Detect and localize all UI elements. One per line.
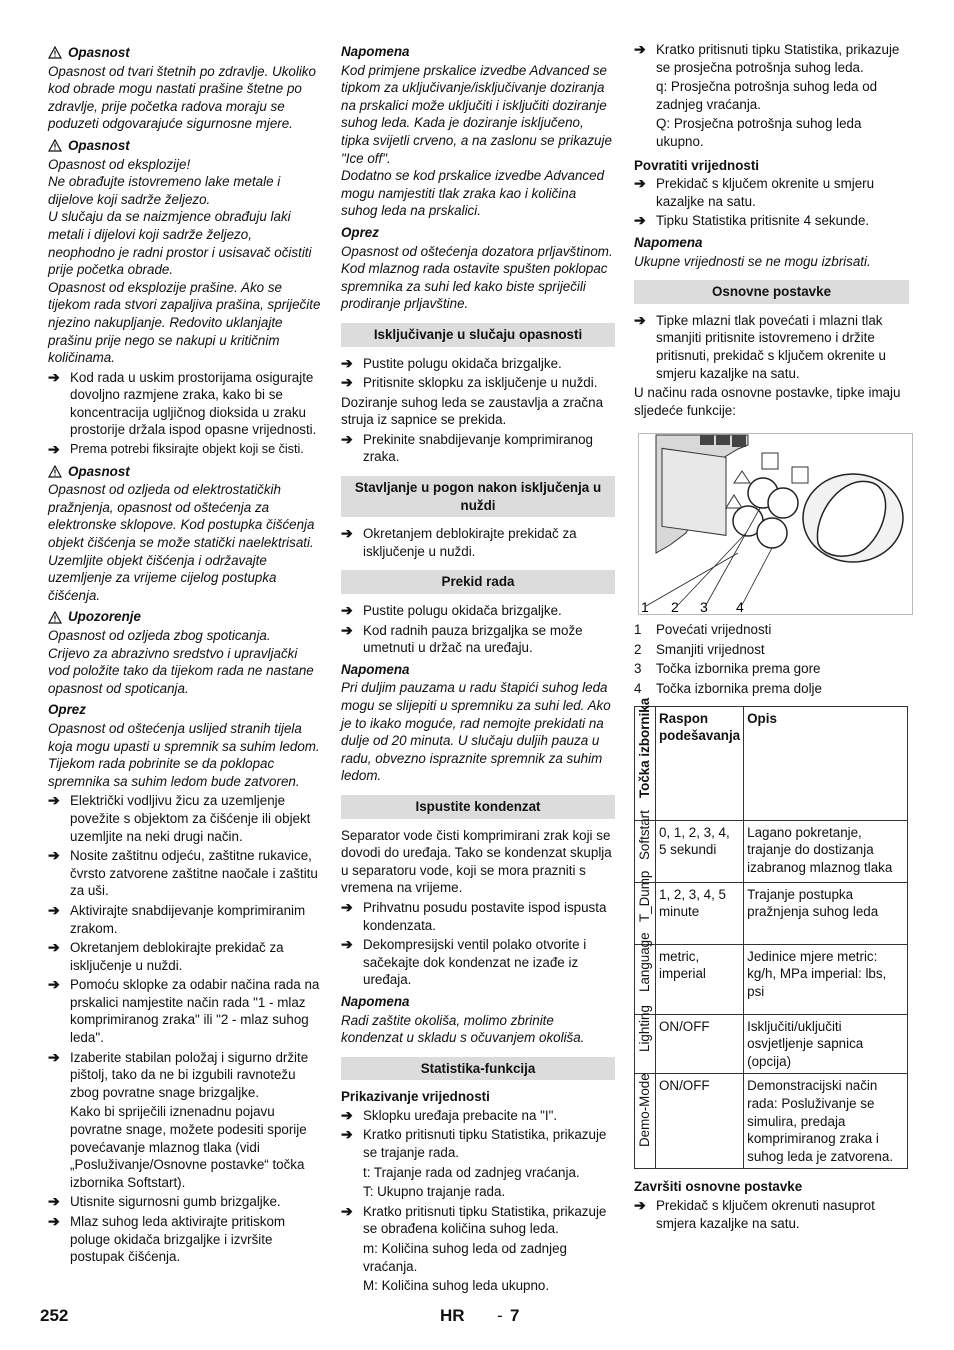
warning-triangle-icon [48, 139, 62, 152]
figure-label: 2 [671, 599, 679, 616]
menu-item-text: T_Dump [637, 870, 653, 923]
note-text: Ukupne vrijednosti se ne mogu izbrisati. [634, 253, 871, 269]
legend-number: 2 [634, 641, 642, 657]
warning-triangle-icon [48, 611, 62, 624]
step-text: Prekinite snabdijevanje komprimiranog zraka. [363, 431, 593, 465]
instruction-step [341, 1107, 615, 1125]
subheading: Prikazivanje vrijednosti [341, 1089, 490, 1105]
note-text: Dodatno se kod prskalice izvedbe Advanced mogu namjestiti tlak zraka kao i količina suhog leda na prskalici. [341, 168, 605, 219]
step-text: Kratko pritisnuti tipku Statistika, prikazuje se trajanje rada. [363, 1127, 607, 1161]
step-note: q: Prosječna potrošnja suhog leda od zadnjeg vraćanja. [656, 79, 878, 112]
range-cell: metric, imperial [656, 944, 744, 1014]
button-increase [768, 488, 798, 518]
arrow-right-icon: ➔ [341, 936, 353, 953]
header-text: Točka izbornika [637, 697, 653, 799]
table-row [635, 944, 908, 1014]
arrow-right-icon: ➔ [634, 41, 646, 57]
page-number: 252 [40, 1306, 69, 1325]
instruction-step [634, 175, 909, 210]
menu-item-cell [635, 1004, 656, 1074]
section-heading: Stavljanje u pogon nakon isključenja u nuždi [341, 476, 615, 517]
description-cell: Isključiti/uključiti osvjetljenje sapnica (opcija) [744, 1014, 908, 1074]
arrow-right-icon: ➔ [48, 441, 60, 458]
instruction-step [48, 1193, 322, 1211]
danger-title: Opasnost [68, 137, 130, 153]
warning-text: Crijevo za abrazivno sredstvo i upravljački vod položite tako da tijekom rada ne nastane opasnost od spoticanja. [48, 645, 314, 696]
instruction-step [341, 431, 615, 466]
danger-title: Opasnost [68, 45, 130, 60]
arrow-right-icon: ➔ [341, 621, 353, 638]
menu-item-text: Lighting [637, 1004, 653, 1052]
note-title: Napomena [341, 44, 410, 59]
instruction-step [48, 441, 322, 459]
note-text: Radi zaštite okoliša, molimo zbrinite kondenzat u skladu s očuvanjem okoliša. [341, 1012, 585, 1046]
section-heading: Ispustite kondenzat [341, 795, 615, 819]
figure-label: 3 [700, 599, 708, 616]
note-text: Pri duljim pauzama u radu štapići suhog leda mogu se slijepiti u spremniku za suhi led. Ako je to ikako moguće, rad nemojte prekidati na dulje od 20 minuta. U slučaju duljih pauza u radu, obvezno ispraznite spremnik za suhim ledom. [341, 680, 611, 784]
control-panel-illustration [638, 433, 913, 615]
arrow-right-icon: ➔ [341, 1202, 353, 1219]
step-note: Kako bi spriječili iznenadnu pojavu povratne snage, možete podesiti sporije povećavanje mlaznog tlaka (vidi „Posluživanje/Osnovne postavke“ točka izbornika Softstart). [70, 1104, 307, 1190]
column-right [634, 40, 909, 1234]
arrow-right-icon: ➔ [341, 525, 353, 542]
range-cell: ON/OFF [656, 1014, 744, 1074]
legend-number: 4 [634, 681, 642, 697]
figure-label: 1 [641, 599, 649, 616]
caution-title: Oprez [341, 224, 379, 240]
step-text: Sklopku uređaja prebacite na "I". [363, 1107, 558, 1123]
column-left [48, 40, 322, 1268]
arrow-right-icon: ➔ [48, 901, 60, 918]
step-text: Pomoću sklopke za odabir načina rada na prskalici namjestite način rada "1 - mlaz komprimiranog zraka" ili "2 - mlaz suhog leda". [70, 977, 320, 1046]
range-cell: ON/OFF [656, 1074, 744, 1169]
arrow-right-icon: ➔ [341, 602, 353, 619]
warning-heading [48, 608, 322, 626]
step-text: Aktivirajte snabdijevanje komprimiranim zrakom. [70, 902, 306, 936]
danger-text: Opasnost od ozljeda od elektrostatičkih pražnjenja, opasnost od oštećenja za elektronske sklopove. Kod postupka čišćenja objekt čišćenja se može statički naelektrisati. Uzemljite objekt čišćenja i održavajte uzemljenje za vrijeme cijelog postupka čišćenja. [48, 482, 315, 603]
column-middle [341, 40, 615, 1297]
step-text: Mlaz suhog leda aktivirajte pritiskom poluge okidača brizgaljke i izvršite postupak čišćenja. [70, 1214, 286, 1265]
instruction-step [341, 355, 615, 373]
instruction-step [634, 1197, 909, 1232]
range-cell: 1, 2, 3, 4, 5 minute [656, 882, 744, 944]
instruction-step [48, 369, 322, 439]
table-row [635, 820, 908, 882]
danger-heading [48, 44, 322, 62]
description-cell: Jedinice mjere metric: kg/h, MPa imperial: lbs, psi [744, 944, 908, 1014]
section-page-index: 7 [510, 1306, 520, 1325]
control-panel-figure [638, 433, 913, 615]
step-note: m: Količina suhog leda od zadnjeg vraćanja. [363, 1241, 567, 1274]
arrow-right-icon: ➔ [634, 175, 646, 192]
table-row [635, 1014, 908, 1074]
warning-triangle-icon [48, 465, 62, 478]
instruction-step [341, 602, 615, 620]
danger-text: Ne obrađujte istovremeno lake metale i dijelove koji sadrže željezo. [48, 174, 281, 207]
step-text: Kratko pritisnuti tipku Statistika, prikazuje se obrađena količina suhog leda. [363, 1203, 607, 1237]
note-title: Napomena [634, 234, 703, 250]
description-cell: Lagano pokretanje, trajanje do dostizanja izabranog mlaznog tlaka [744, 820, 908, 882]
arrow-right-icon: ➔ [341, 354, 353, 371]
legend-item [634, 660, 909, 678]
arrow-right-icon: ➔ [634, 1197, 646, 1213]
menu-item-cell [635, 932, 656, 1014]
instruction-step [341, 1203, 615, 1238]
danger-text: U slučaju da se naizmjence obrađuju laki metali i dijelovi koji sadrže željezo, neophodno je radni prostor i usisavač očistiti prije početka obrade. [48, 209, 312, 278]
instruction-step [634, 41, 909, 76]
header-range: Raspon podešavanja [656, 706, 744, 820]
instruction-step [341, 899, 615, 934]
section-heading: Statistika-funkcija [341, 1057, 615, 1081]
danger-title: Opasnost [68, 463, 130, 479]
page-footer [40, 1307, 920, 1329]
legend-item [634, 680, 909, 698]
step-text: Kod rada u uskim prostorijama osigurajte dovoljno razmjene zraka, kako bi se koncentracija ugljičnog dioksida u zraku prostorije držala ispod opasne vrijednosti. [70, 369, 317, 438]
instruction-step [634, 312, 909, 382]
subheading: Završiti osnovne postavke [634, 1179, 803, 1195]
legend-text: Povećati vrijednosti [656, 622, 772, 638]
button-menu-down [757, 518, 787, 548]
body-text: U načinu rada osnovne postavke, tipke imaju sljedeće funkcije: [634, 385, 901, 418]
instruction-step [634, 212, 909, 230]
menu-item-text: Language [637, 932, 653, 993]
body-text: Separator vode čisti komprimirani zrak koji se dovodi do uređaja. Tako se kondenzat skuplja u separatoru vode, koji se mora prazniti s vremena na vrijeme. [341, 827, 612, 896]
arrow-right-icon: ➔ [341, 1106, 353, 1123]
danger-heading [48, 137, 322, 155]
language-code: HR [440, 1306, 465, 1325]
step-text: Nosite zaštitnu odjeću, zaštitne rukavice, čvrsto zatvorene zaštitne naočale i zaštitu za uši. [70, 848, 318, 899]
instruction-step [48, 976, 322, 1046]
step-text: Kod radnih pauza brizgaljka se može umetnuti u držač na uređaju. [363, 622, 583, 656]
footer-separator: - [497, 1306, 503, 1325]
step-text: Prihvatnu posudu postavite ispod ispusta kondenzata. [363, 899, 607, 933]
step-text: Pustite polugu okidača brizgaljke. [363, 355, 562, 371]
instruction-step [48, 792, 322, 845]
subheading: Povratiti vrijednosti [634, 157, 760, 173]
header-menu-item [635, 697, 656, 820]
instruction-step [341, 622, 615, 657]
step-note: T: Ukupno trajanje rada. [363, 1184, 506, 1200]
step-text: Prekidač s ključem okrenuti nasuprot smjera kazaljke na satu. [656, 1198, 875, 1231]
table-row [635, 882, 908, 944]
danger-text: Opasnost od eksplozije prašine. Ako se tijekom rada stvori zapaljiva prašina, spriječite njezino nakupljanje. Redovito uklanjajte prašinu prije nego se nakupi u kritičnim količinama. [48, 279, 321, 366]
instruction-step [48, 902, 322, 937]
section-heading: Prekid rada [341, 570, 615, 594]
danger-heading [48, 463, 322, 481]
legend-item [634, 641, 909, 659]
settings-table [634, 697, 908, 1170]
step-text: Električki vodljivu žicu za uzemljenje povežite s objektom za čišćenje ili objekt uzemljite na neki drugi način. [70, 793, 311, 844]
warning-triangle-icon [48, 46, 62, 59]
note-text: Kod primjene prskalice izvedbe Advanced se tipkom za uključivanje/isključivanje doziranja na prskalici može uključiti i isključiti doziranje suhog leda. Kada je doziranje isključeno, tipka svijetli crveno, a na zaslonu se prikazuje "Ice off". [341, 62, 612, 166]
table-row [635, 1074, 908, 1169]
instruction-step [48, 847, 322, 900]
arrow-right-icon: ➔ [341, 898, 353, 915]
arrow-right-icon: ➔ [48, 976, 60, 993]
body-text: Doziranje suhog leda se zaustavlja a zračna struja iz sapnice se prekida. [341, 394, 604, 428]
step-text: Pritisnite sklopku za isključenje u nuždi. [363, 375, 598, 391]
description-cell: Trajanje postupka pražnjenja suhog leda [744, 882, 908, 944]
instruction-step [48, 939, 322, 974]
arrow-right-icon: ➔ [48, 1213, 60, 1229]
step-text: Okretanjem deblokirajte prekidač za isključenje u nuždi. [70, 940, 284, 973]
step-note: Q: Prosječna potrošnja suhog leda ukupno. [656, 116, 862, 149]
arrow-right-icon: ➔ [341, 1126, 353, 1143]
instruction-step [341, 1126, 615, 1161]
instruction-step [48, 1049, 322, 1102]
warning-title: Upozorenje [68, 609, 141, 625]
danger-text: Opasnost od eksplozije! [48, 156, 191, 172]
legend-number: 3 [634, 661, 642, 677]
danger-text: Opasnost od tvari štetnih po zdravlje. Ukoliko kod obrade mogu nastati prašine štetne po zdravlje, prije početka radova moraju se poduzeti odgovarajuće sigurnosne mjere. [48, 63, 316, 132]
menu-item-text: Softstart [637, 810, 653, 861]
header-description: Opis [744, 706, 908, 820]
step-note: t: Trajanje rada od zadnjeg vraćanja. [363, 1164, 580, 1180]
table-header [635, 706, 908, 820]
section-heading: Isključivanje u slučaju opasnosti [341, 323, 615, 347]
arrow-right-icon: ➔ [341, 430, 353, 447]
legend-item [634, 621, 909, 639]
caution-text: Opasnost od oštećenja dozatora prljavštinom. Kod mlaznog rada ostavite spušten poklopac spremnika za suhi led kako biste spriječili prodiranje prljavštine. [341, 243, 613, 312]
legend-number: 1 [634, 622, 642, 638]
arrow-right-icon: ➔ [48, 847, 60, 864]
section-heading: Osnovne postavke [634, 280, 909, 304]
figure-label: 4 [736, 599, 744, 616]
step-text: Tipku Statistika pritisnite 4 sekunde. [656, 213, 870, 229]
arrow-right-icon: ➔ [48, 792, 60, 809]
note-title: Napomena [341, 661, 410, 677]
step-text: Prema potrebi fiksirajte objekt koji se čisti. [70, 442, 304, 457]
warning-text: Opasnost od ozljeda zbog spoticanja. [48, 628, 271, 643]
arrow-right-icon: ➔ [48, 939, 60, 956]
instruction-step [341, 374, 615, 392]
arrow-right-icon: ➔ [48, 1193, 60, 1210]
arrow-right-icon: ➔ [48, 1048, 60, 1065]
caution-title: Oprez [48, 702, 86, 718]
arrow-right-icon: ➔ [634, 311, 646, 328]
legend-text: Točka izbornika prema dolje [656, 681, 822, 697]
legend-text: Točka izbornika prema gore [656, 661, 821, 677]
arrow-right-icon: ➔ [634, 212, 646, 229]
description-cell: Demonstracijski način rada: Posluživanje se simulira, predaja komprimiranog zraka i suhog leda je zatvorena. [744, 1074, 908, 1169]
instruction-step [341, 936, 615, 989]
arrow-right-icon: ➔ [341, 374, 353, 391]
instruction-step [341, 525, 615, 560]
arrow-right-icon: ➔ [48, 368, 60, 385]
step-text: Tipke mlazni tlak povećati i mlazni tlak smanjiti pritisnite istovremeno i držite pritisnuti, prekidač s ključem okrenite u smjeru kazaljke na satu. [656, 312, 886, 381]
range-cell: 0, 1, 2, 3, 4, 5 sekundi [656, 820, 744, 882]
step-text: Pustite polugu okidača brizgaljke. [363, 603, 562, 619]
caution-text: Opasnost od oštećenja uslijed stranih tijela koja mogu upasti u spremnik sa suhim ledom. Tijekom rada pobrinite se da poklopac spremnika sa suhim ledom bude zatvoren. [48, 720, 320, 789]
step-text: Utisnite sigurnosni gumb brizgaljke. [70, 1194, 281, 1210]
menu-item-cell [635, 1074, 656, 1169]
step-note: M: Količina suhog leda ukupno. [363, 1278, 550, 1294]
step-text: Izaberite stabilan položaj i sigurno držite pištolj, tako da ne bi izgubili ravnotežu zbog povratne snage brizgaljke. [70, 1049, 309, 1100]
step-text: Prekidač s ključem okrenite u smjeru kazaljke na satu. [656, 176, 875, 209]
menu-item-text: Demo-Mode [637, 1073, 653, 1147]
note-title: Napomena [341, 993, 410, 1009]
step-text: Dekompresijski ventil polako otvorite i sačekajte dok kondenzat ne izađe iz uređaja. [363, 937, 587, 988]
step-text: Okretanjem deblokirajte prekidač za isključenje u nuždi. [363, 526, 577, 559]
step-text: Kratko pritisnuti tipku Statistika, prikazuje se prosječna potrošnja suhog leda. [656, 42, 900, 75]
legend-text: Smanjiti vrijednost [656, 641, 765, 657]
instruction-step [48, 1213, 322, 1266]
